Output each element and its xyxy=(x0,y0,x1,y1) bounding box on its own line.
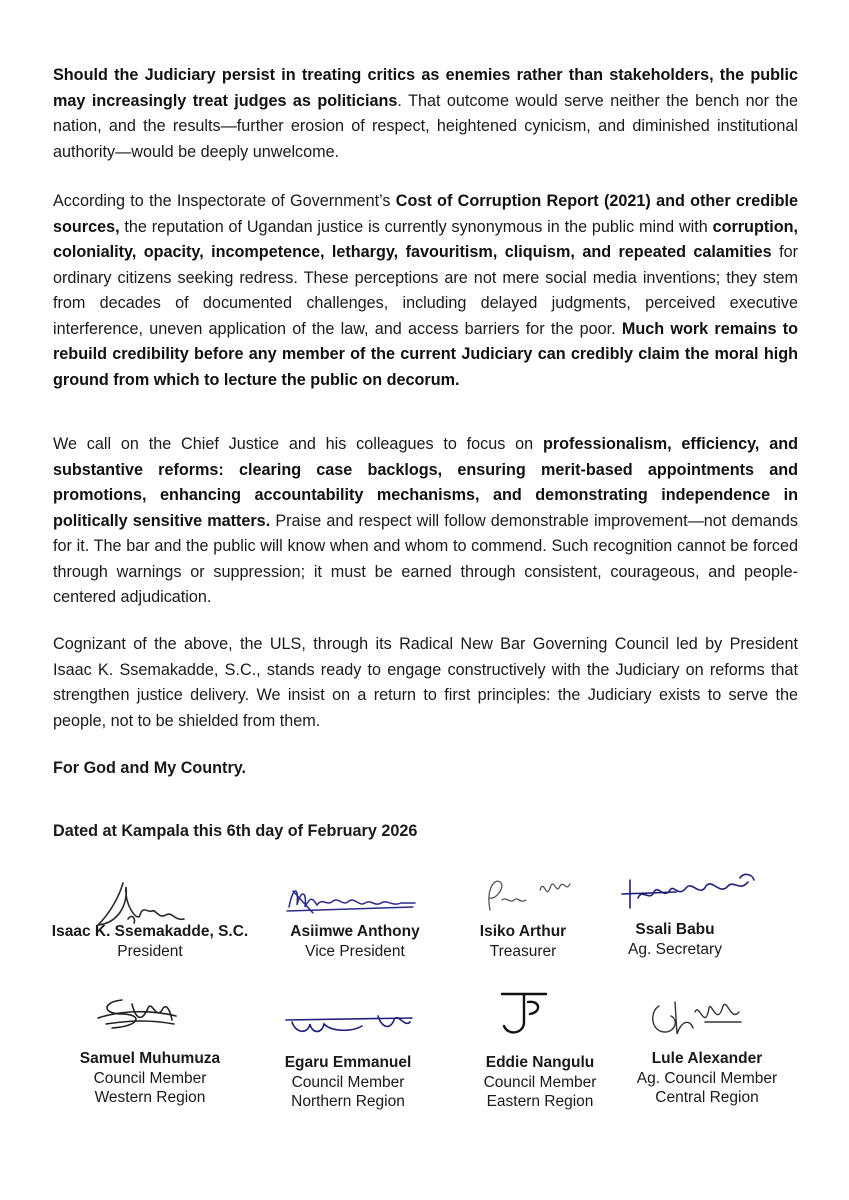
paragraph-1 xyxy=(53,63,798,165)
signatory-role: Council Member xyxy=(483,1073,597,1091)
bold-text-run: Cost of Corruption Report (2021) and other credible sources, xyxy=(53,192,798,236)
bold-text-run: Much work remains to rebuild credibility before any member of the current Judiciary can credibly claim the moral high ground from which to lecture the public on decorum. xyxy=(53,319,798,389)
signatory-8 xyxy=(612,1049,802,1108)
signatory-name: Asiimwe Anthony xyxy=(290,923,420,940)
closing-line: For God and My Country. xyxy=(53,759,247,777)
signatory-4 xyxy=(605,920,745,959)
text-run: We call on the Chief Justice and his colleagues to focus on xyxy=(53,435,543,453)
signatory-region: Central Region xyxy=(655,1089,759,1106)
text-run: the reputation of Ugandan justice is currently synonymous in the public mind with xyxy=(119,217,713,236)
signatory-name: Isaac K. Ssemakadde, S.C. xyxy=(51,923,249,940)
text-run: for ordinary citizens seeking redress. These perceptions are not mere social media inventions; they stem from decades of documented challenges, including delayed judgments, perceived executive interference, uneven application of the law, and access barriers for the poor. xyxy=(53,243,798,338)
signatory-name: Eddie Nangulu xyxy=(485,1054,595,1071)
signatory-role: President xyxy=(117,942,183,960)
signatory-role: Council Member xyxy=(93,1069,207,1087)
signatory-role: Vice President xyxy=(305,942,405,960)
signatory-name: Lule Alexander xyxy=(651,1050,763,1067)
signatory-name: Ssali Babu xyxy=(635,921,715,938)
bold-text-run: corruption, coloniality, opacity, incompetence, lethargy, favouritism, cliquism, and repeated calamities xyxy=(53,217,798,261)
signatory-name: Samuel Muhumuza xyxy=(79,1050,221,1067)
signatory-7 xyxy=(455,1053,625,1112)
signature-mark-asiimwe xyxy=(283,877,423,922)
signatory-1 xyxy=(30,922,270,961)
signatory-name: Egaru Emmanuel xyxy=(284,1054,412,1071)
paragraph-2 xyxy=(53,189,798,393)
signatory-region: Eastern Region xyxy=(486,1093,594,1110)
signature-mark-eddie xyxy=(494,988,554,1042)
signatory-5 xyxy=(50,1049,250,1108)
signatory-role: Treasurer xyxy=(489,942,557,960)
paragraph-4 xyxy=(53,632,798,734)
signatory-3 xyxy=(453,922,593,961)
signature-mark-isiko xyxy=(480,870,590,920)
bold-text-run: Should the Judiciary persist in treating critics as enemies rather than stakeholders, the public may increasingly treat judges as politicians xyxy=(53,66,798,110)
signatory-role: Council Member xyxy=(291,1073,405,1091)
signatory-2 xyxy=(270,922,440,961)
signature-mark-lule xyxy=(645,992,755,1044)
signatory-6 xyxy=(263,1053,433,1112)
text-run: Praise and respect will follow demonstrable improvement—not demands for it. The bar and the public will know when and whom to commend. Such recognition cannot be forced through warnings or suppression; it must be earned through consistent, courageous, and people-centered adjudication. xyxy=(53,511,798,606)
signature-mark-egaru xyxy=(282,1008,422,1040)
bold-text-run: professionalism, efficiency, and substantive reforms: clearing case backlogs, ensuring merit-based appointments and promotions, enhancing accountability mechanisms, and demonstrating independence in politically sensitive matters. xyxy=(53,435,798,530)
paragraph-3 xyxy=(53,432,798,611)
signatory-region: Western Region xyxy=(94,1089,206,1106)
text-run: Cognizant of the above, the ULS, through its Radical New Bar Governing Council led by President Isaac K. Ssemakadde, S.C., stands ready to engage constructively with the Judiciary on reforms that strengthen justice delivery. We insist on a return to first principles: the Judiciary exists to serve the people, not to be shielded from them. xyxy=(53,635,798,730)
dated-line: Dated at Kampala this 6th day of February 2026 xyxy=(53,822,418,840)
signatory-region: Northern Region xyxy=(291,1093,405,1110)
signatory-role: Ag. Secretary xyxy=(628,940,722,958)
text-run: According to the Inspectorate of Government’s xyxy=(53,192,396,210)
signatory-role: Ag. Council Member xyxy=(636,1069,778,1087)
signatory-name: Isiko Arthur xyxy=(479,923,567,940)
signature-mark-samuel xyxy=(92,990,182,1040)
signature-mark-ssali xyxy=(616,868,766,918)
text-run: . That outcome would serve neither the bench nor the nation, and the results—further erosion of respect, heightened cynicism, and diminished institutional authority—would be deeply unwelcome. xyxy=(53,91,798,161)
